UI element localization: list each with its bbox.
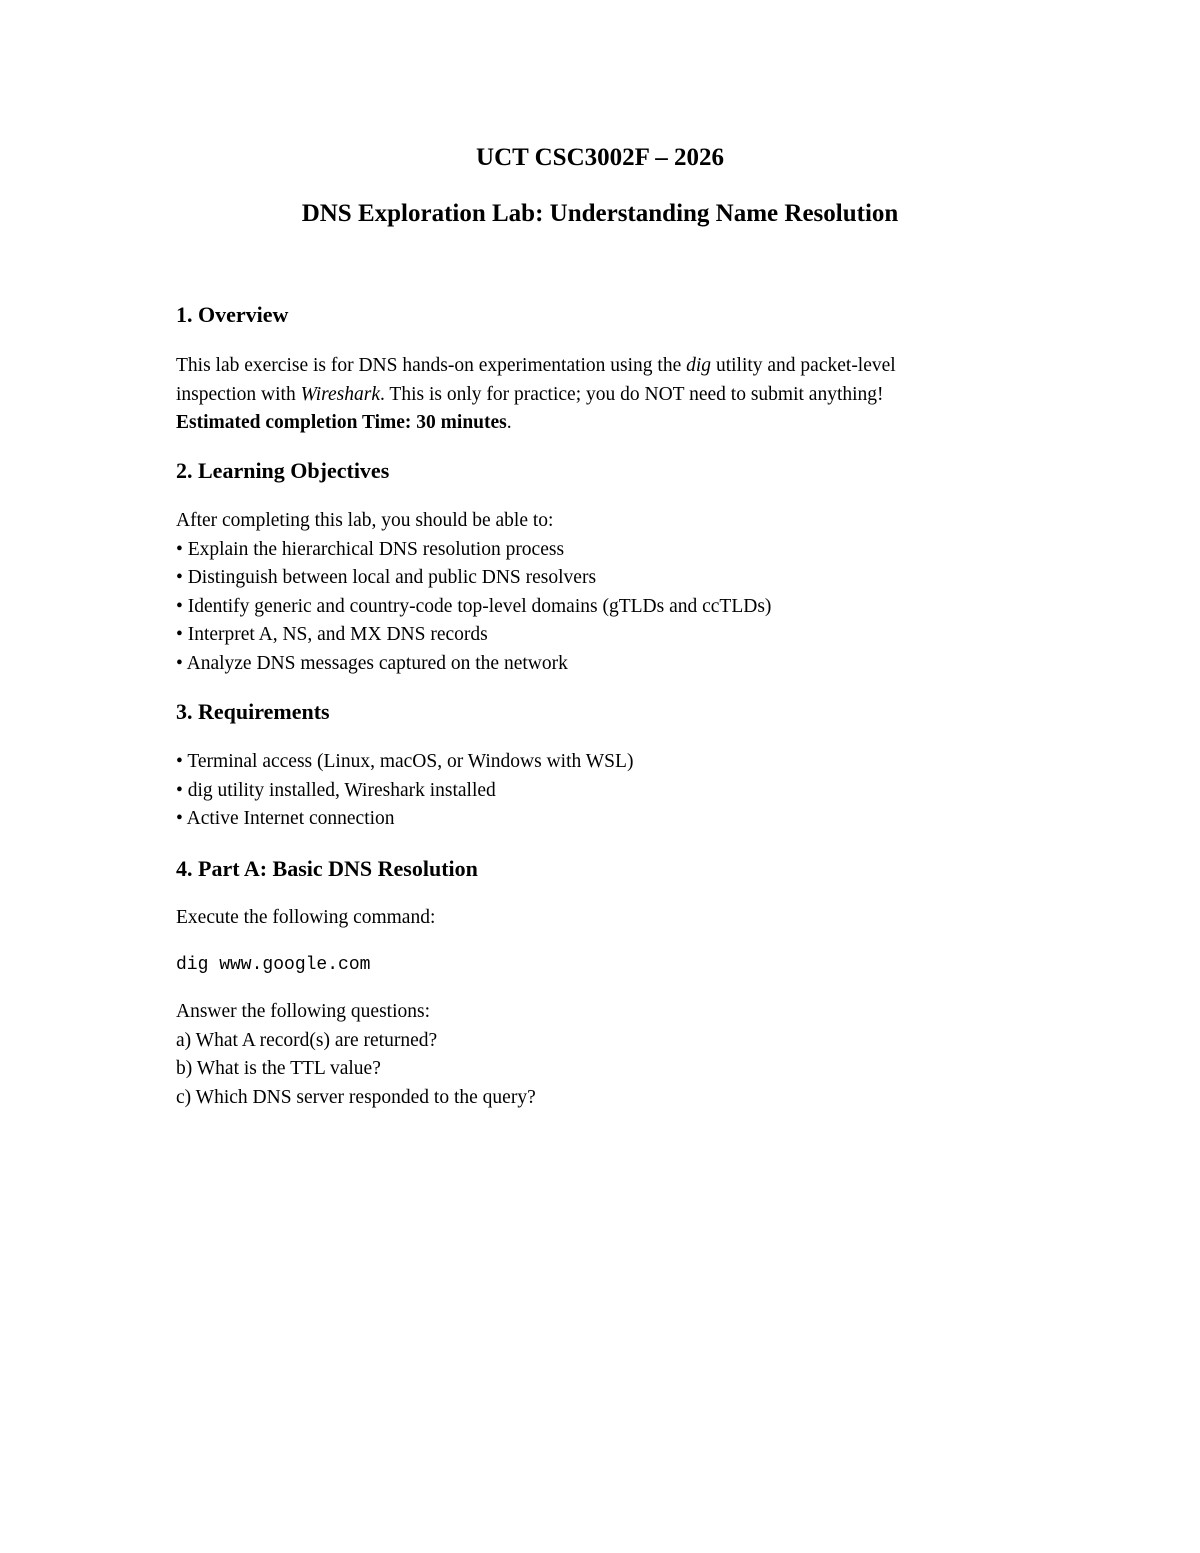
overview-line-2-pre: inspection with — [176, 383, 301, 405]
overview-section — [176, 301, 1036, 329]
objectives-heading: 2. Learning Objectives — [176, 458, 390, 483]
requirements-body — [176, 748, 1036, 834]
estimated-time-label: Estimated completion Time: 30 minutes — [176, 412, 507, 434]
requirement-item: • dig utility installed, Wireshark installed — [176, 779, 496, 801]
overview-line-1-pre: This lab exercise is for DNS hands-on experimentation using the — [176, 355, 687, 376]
part-a-heading: 4. Part A: Basic DNS Resolution — [176, 856, 478, 881]
objective-item: • Identify generic and country-code top-level domains (gTLDs and ccTLDs) — [176, 595, 772, 617]
lab-title: DNS Exploration Lab: Understanding Name Resolution — [301, 200, 899, 227]
dig-command: dig www.google.com — [176, 955, 371, 975]
objectives-body — [176, 507, 1036, 679]
overview-line-1 — [176, 352, 1036, 381]
overview-body — [176, 352, 1036, 438]
overview-line-2 — [176, 381, 1036, 410]
objective-item: • Analyze DNS messages captured on the network — [176, 652, 568, 674]
overview-line-2-post: . This is only for practice; you do NOT need to submit anything! — [380, 383, 884, 405]
requirements-heading: 3. Requirements — [176, 699, 330, 724]
estimated-time-end: . — [506, 412, 512, 434]
overview-line-1-post: utility and packet-level — [711, 355, 896, 376]
objectives-section — [176, 457, 1036, 485]
part-a-section — [176, 855, 1036, 883]
objective-item: • Interpret A, NS, and MX DNS records — [176, 624, 488, 646]
questions-intro: Answer the following questions: — [176, 1001, 431, 1022]
part-a-instruction-block — [176, 904, 1036, 933]
estimated-time — [176, 409, 1036, 438]
overview-heading: 1. Overview — [176, 302, 289, 327]
objectives-intro: After completing this lab, you should be able to: — [176, 510, 554, 531]
questions-block — [176, 998, 1036, 1112]
command-block — [176, 951, 1036, 979]
requirement-item: • Active Internet connection — [176, 808, 395, 830]
objective-item: • Explain the hierarchical DNS resolution process — [176, 538, 565, 560]
question-item: b) What is the TTL value? — [176, 1058, 381, 1080]
course-title: UCT CSC3002F – 2026 — [476, 144, 724, 171]
question-item: a) What A record(s) are returned? — [176, 1029, 438, 1051]
part-a-instruction: Execute the following command: — [176, 907, 436, 928]
requirement-item: • Terminal access (Linux, macOS, or Windows with WSL) — [176, 751, 634, 772]
requirements-section — [176, 698, 1036, 726]
dig-tool-name: dig — [686, 355, 712, 376]
wireshark-tool-name: Wireshark — [300, 383, 381, 405]
objective-item: • Distinguish between local and public DNS resolvers — [176, 567, 597, 589]
question-item: c) Which DNS server responded to the query? — [176, 1086, 536, 1108]
